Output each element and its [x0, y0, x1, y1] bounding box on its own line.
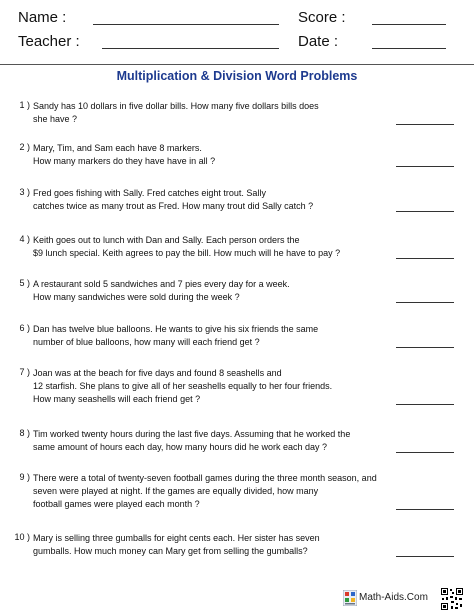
- problem-line: Tim worked twenty hours during the last five days. Assuming that he worked the: [33, 429, 351, 439]
- problem-text: [33, 367, 383, 406]
- problem-line: Dan has twelve blue balloons. He wants to give his six friends the same: [33, 324, 319, 334]
- answer-line[interactable]: [396, 404, 454, 405]
- problem-number: 10 ): [14, 532, 30, 542]
- problem-line: There were a total of twenty-seven football games during the three month season, and: [33, 473, 377, 483]
- problem-line: Sandy has 10 dollars in five dollar bills. How many five dollars bills does: [33, 101, 319, 111]
- problem-line: A restaurant sold 5 sandwiches and 7 pies every day for a week.: [33, 279, 290, 289]
- problem-text: [33, 532, 383, 558]
- date-line[interactable]: [372, 48, 446, 49]
- score-line[interactable]: [372, 24, 446, 25]
- answer-line[interactable]: [396, 211, 454, 212]
- problem-line: football games were played each month ?: [33, 499, 200, 509]
- problem-number: 6 ): [19, 323, 30, 333]
- problem-text: [33, 472, 383, 511]
- problem-number: 4 ): [19, 234, 30, 244]
- problem-number: 5 ): [19, 278, 30, 288]
- teacher-line[interactable]: [102, 48, 279, 49]
- problem-number: 8 ): [19, 428, 30, 438]
- problem-text: [33, 234, 383, 260]
- answer-line[interactable]: [396, 124, 454, 125]
- problem-line: she have ?: [33, 114, 78, 124]
- problem-line: Joan was at the beach for five days and found 8 seashells and: [33, 368, 282, 378]
- problem-text: [33, 142, 383, 168]
- problem-line: gumballs. How much money can Mary get from selling the gumballs?: [33, 546, 308, 556]
- problem-line: Fred goes fishing with Sally. Fred catches eight trout. Sally: [33, 188, 266, 198]
- worksheet-footer: [0, 584, 474, 613]
- problem-text: [33, 100, 383, 126]
- header-row-2: [0, 33, 474, 55]
- math-aids-logo-text: Math-Aids.Com: [359, 592, 428, 603]
- answer-line[interactable]: [396, 556, 454, 557]
- problem-number: 7 ): [19, 367, 30, 377]
- problem-line: How many markers do they have have in all ?: [33, 156, 216, 166]
- math-aids-logo-icon: [343, 590, 357, 606]
- score-label: Score :: [298, 9, 346, 26]
- problem-text: [33, 187, 383, 213]
- problem-line: Mary, Tim, and Sam each have 8 markers.: [33, 143, 202, 153]
- problem-number: 9 ): [19, 472, 30, 482]
- answer-line[interactable]: [396, 509, 454, 510]
- date-label: Date :: [298, 33, 339, 50]
- problem-text: [33, 323, 383, 349]
- name-label: Name :: [18, 9, 67, 26]
- problem-line: 12 starfish. She plans to give all of her seashells equally to her four friends.: [33, 381, 333, 391]
- problem-number: 1 ): [19, 100, 30, 110]
- problem-line: How many seashells will each friend get ?: [33, 394, 201, 404]
- worksheet-title: Multiplication & Division Word Problems: [116, 69, 358, 83]
- problem-line: Mary is selling three gumballs for eight cents each. Her sister has seven: [33, 533, 320, 543]
- problem-number: 2 ): [19, 142, 30, 152]
- problem-line: $9 lunch special. Keith agrees to pay the bill. How much will he have to pay ?: [33, 248, 341, 258]
- answer-line[interactable]: [396, 347, 454, 348]
- worksheet-header: [0, 0, 474, 64]
- header-row-1: [0, 9, 474, 31]
- name-line[interactable]: [93, 24, 279, 25]
- answer-line[interactable]: [396, 166, 454, 167]
- problem-line: same amount of hours each day, how many hours did he work each day ?: [33, 442, 327, 452]
- problem-number: 3 ): [19, 187, 30, 197]
- header-divider: [0, 64, 474, 65]
- problem-line: seven were played at night. If the games are equally divided, how many: [33, 486, 319, 496]
- answer-line[interactable]: [396, 302, 454, 303]
- teacher-label: Teacher :: [18, 33, 80, 50]
- answer-line[interactable]: [396, 258, 454, 259]
- problem-line: Keith goes out to lunch with Dan and Sally. Each person orders the: [33, 235, 300, 245]
- problem-text: [33, 278, 383, 304]
- answer-line[interactable]: [396, 452, 454, 453]
- problem-line: number of blue balloons, how many will each friend get ?: [33, 337, 260, 347]
- problem-text: [33, 428, 383, 454]
- problem-line: How many sandwiches were sold during the week ?: [33, 292, 240, 302]
- problem-line: catches twice as many trout as Fred. How many trout did Sally catch ?: [33, 201, 314, 211]
- qr-code-icon: [440, 587, 464, 611]
